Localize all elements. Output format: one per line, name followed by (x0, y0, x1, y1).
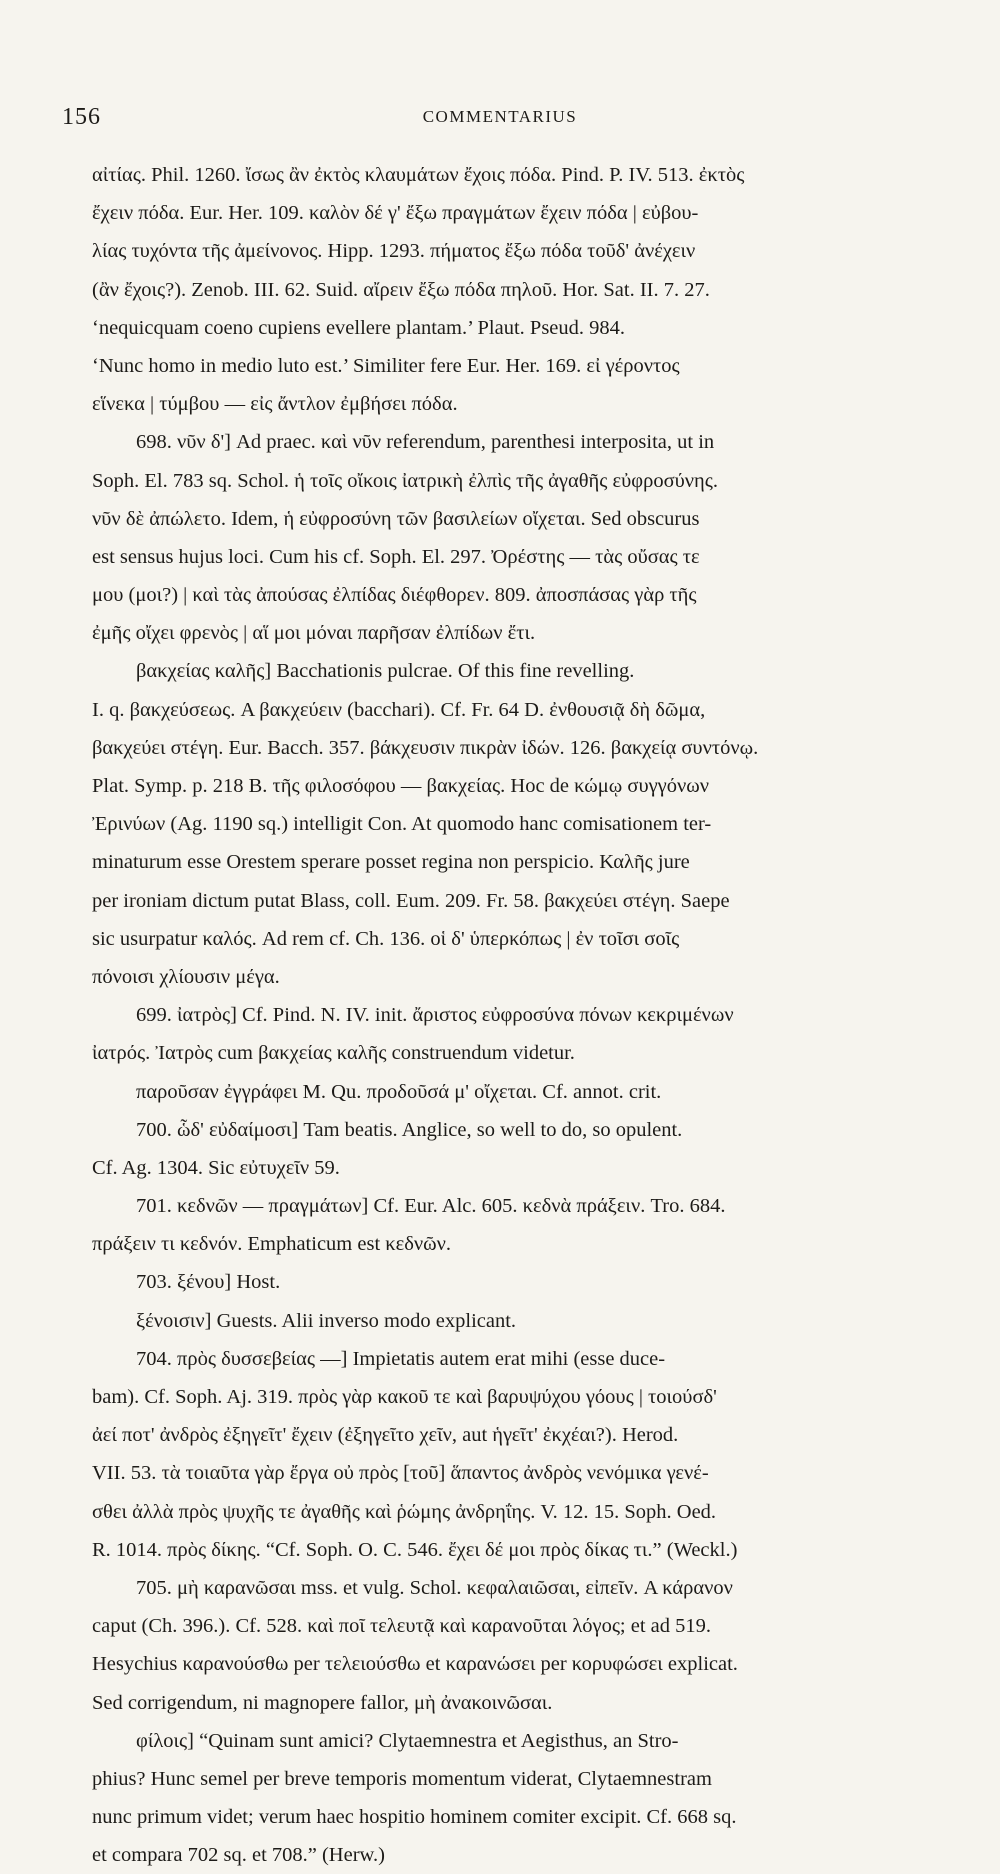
text-line: 701. κεδνῶν — πραγμάτων] Cf. Eur. Alc. 605. κεδνὰ πράξειν. Tro. 684. (136, 1195, 726, 1218)
text-line: 699. ἰατρὸς] Cf. Pind. N. IV. init. ἄριστος εὐφροσύνα πόνων κεκριμένων (136, 1004, 734, 1027)
text-line: παροῦσαν ἐγγράφει M. Qu. προδοῦσά μ' οἴχεται. Cf. annot. crit. (136, 1080, 662, 1103)
text-line: 704. πρὸς δυσσεβείας —] Impietatis autem erat mihi (esse duce- (136, 1347, 666, 1370)
text-line: Ἐρινύων (Ag. 1190 sq.) intelligit Con. At quomodo hanc comisationem ter- (92, 813, 712, 836)
text-line: et compara 702 sq. et 708.” (Herw.) (92, 1844, 385, 1867)
text-line: minaturum esse Orestem sperare posset regina non perspicio. Καλῆς jure (92, 851, 690, 874)
text-line: βακχεύει στέγη. Eur. Bacch. 357. βάκχευσιν πικρὰν ἰδών. 126. βακχείᾳ συντόνῳ. (92, 736, 759, 759)
text-line: Cf. Ag. 1304. Sic εὐτυχεῖν 59. (92, 1156, 340, 1179)
text-line: ‘Nunc homo in medio luto est.’ Similiter fere Eur. Her. 169. εἰ γέροντος (92, 354, 680, 377)
text-line: phius? Hunc semel per breve temporis momentum viderat, Clytaemnestram (92, 1767, 712, 1790)
text-line: nunc primum videt; verum haec hospitio hominem comiter excipit. Cf. 668 sq. (92, 1806, 737, 1829)
text-line: 698. νῦν δ'] Ad praec. καὶ νῦν referendum, parenthesi interposita, ut in (136, 431, 715, 454)
text-line: VII. 53. τὰ τοιαῦτα γὰρ ἔργα οὐ πρὸς [τοῦ] ἅπαντος ἀνδρὸς νενόμικα γενέ- (92, 1462, 709, 1485)
text-line: μου (μοι?) | καὶ τὰς ἀπούσας ἐλπίδας διέφθορεν. 809. ἀποσπάσας γὰρ τῆς (92, 584, 697, 607)
text-line: ‘nequicquam coeno cupiens evellere plantam.’ Plaut. Pseud. 984. (92, 316, 626, 339)
commentary-text (92, 156, 930, 1874)
text-line: (ἂν ἔχοις?). Zenob. III. 62. Suid. αἴρειν ἔξω πόδα πηλοῦ. Hor. Sat. II. 7. 27. (92, 278, 710, 301)
text-line: αἰτίας. Phil. 1260. ἴσως ἂν ἐκτὸς κλαυμάτων ἔχοις πόδα. Pind. P. IV. 513. ἐκτὸς (92, 164, 745, 186)
text-line: I. q. βακχεύσεως. A βακχεύειν (bacchari). Cf. Fr. 64 D. ἐνθουσιᾷ δὴ δῶμα, (92, 698, 706, 721)
text-line: πόνοισι χλίουσιν μέγα. (92, 965, 280, 988)
text-line: 700. ὧδ' εὐδαίμοσι] Tam beatis. Anglice, so well to do, so opulent. (136, 1118, 683, 1141)
running-title: COMMENTARIUS (422, 107, 578, 126)
text-line: Soph. El. 783 sq. Schol. ἡ τοῖς οἴκοις ἰατρικὴ ἐλπὶς τῆς ἀγαθῆς εὐφροσύνης. (92, 469, 719, 492)
text-line: Sed corrigendum, ni magnopere fallor, μὴ ἀνακοινῶσαι. (92, 1691, 553, 1714)
text-line: Hesychius καρανούσθω per τελειούσθω et καρανώσει per κορυφώσει explicat. (92, 1653, 738, 1676)
text-line: bam). Cf. Soph. Aj. 319. πρὸς γὰρ κακοῦ τε καὶ βαρυψύχου γόους | τοιούσδ' (92, 1386, 717, 1408)
text-line: εἵνεκα | τύμβου — εἰς ἄντλον ἐμβήσει πόδα. (92, 393, 458, 416)
text-line: ἀεί ποτ' ἀνδρὸς ἐξηγεῖτ' ἔχειν (ἐξηγεῖτο χεῖν, aut ἡγεῖτ' ἐκχέαι?). Herod. (92, 1424, 679, 1447)
text-line: ἐμῆς οἴχει φρενὸς | αἵ μοι μόναι παρῆσαν ἐλπίδων ἔτι. (92, 622, 536, 645)
text-line: πράξειν τι κεδνόν. Emphaticum est κεδνῶν. (92, 1233, 452, 1256)
text-line: 703. ξένου] Host. (136, 1271, 281, 1294)
page-number: 156 (62, 104, 101, 130)
text-line: βακχείας καλῆς] Bacchationis pulcrae. Of this fine revelling. (136, 660, 635, 683)
text-line: per ironiam dictum putat Blass, coll. Eum. 209. Fr. 58. βακχεύει στέγη. Saepe (92, 889, 730, 912)
text-line: λίας τυχόντα τῆς ἀμείνονος. Hipp. 1293. πήματος ἔξω πόδα τοῦδ' ἀνέχειν (92, 240, 696, 263)
text-line: 705. μὴ καρανῶσαι mss. et vulg. Schol. κεφαλαιῶσαι, εἰπεῖν. A κάρανον (136, 1576, 733, 1599)
text-line: σθει ἀλλὰ πρὸς ψυχῆς τε ἀγαθῆς καὶ ῥώμης ἀνδρηΐης. V. 12. 15. Soph. Oed. (92, 1500, 717, 1523)
text-line: R. 1014. πρὸς δίκης. “Cf. Soph. O. C. 546. ἔχει δέ μοι πρὸς δίκας τι.” (Weckl.) (92, 1538, 738, 1561)
text-line: ἰατρός. Ἰατρὸς cum βακχείας καλῆς construendum videtur. (92, 1042, 575, 1065)
text-line: est sensus hujus loci. Cum his cf. Soph. El. 297. Ὀρέστης — τὰς οὔσας τε (92, 545, 700, 568)
page-header (62, 104, 938, 138)
text-line: sic usurpatur καλός. Ad rem cf. Ch. 136. οἱ δ' ὑπερκόπως | ἐν τοῖσι σοῖς (92, 927, 680, 950)
text-line: caput (Ch. 396.). Cf. 528. καὶ ποῖ τελευτᾷ καὶ καρανοῦται λόγος; et ad 519. (92, 1615, 712, 1638)
text-line: Plat. Symp. p. 218 B. τῆς φιλοσόφου — βακχείας. Hoc de κώμῳ συγγόνων (92, 775, 709, 797)
text-line: φίλοις] “Quinam sunt amici? Clytaemnestra et Aegisthus, an Stro- (136, 1729, 679, 1752)
text-line: ἔχειν πόδα. Eur. Her. 109. καλὸν δέ γ' ἔξω πραγμάτων ἔχειν πόδα | εὐβου- (92, 202, 699, 225)
text-line: ξένοισιν] Guests. Alii inverso modo explicant. (136, 1309, 517, 1332)
text-line: νῦν δὲ ἀπώλετο. Idem, ἡ εὐφροσύνη τῶν βασιλείων οἴχεται. Sed obscurus (92, 507, 700, 530)
